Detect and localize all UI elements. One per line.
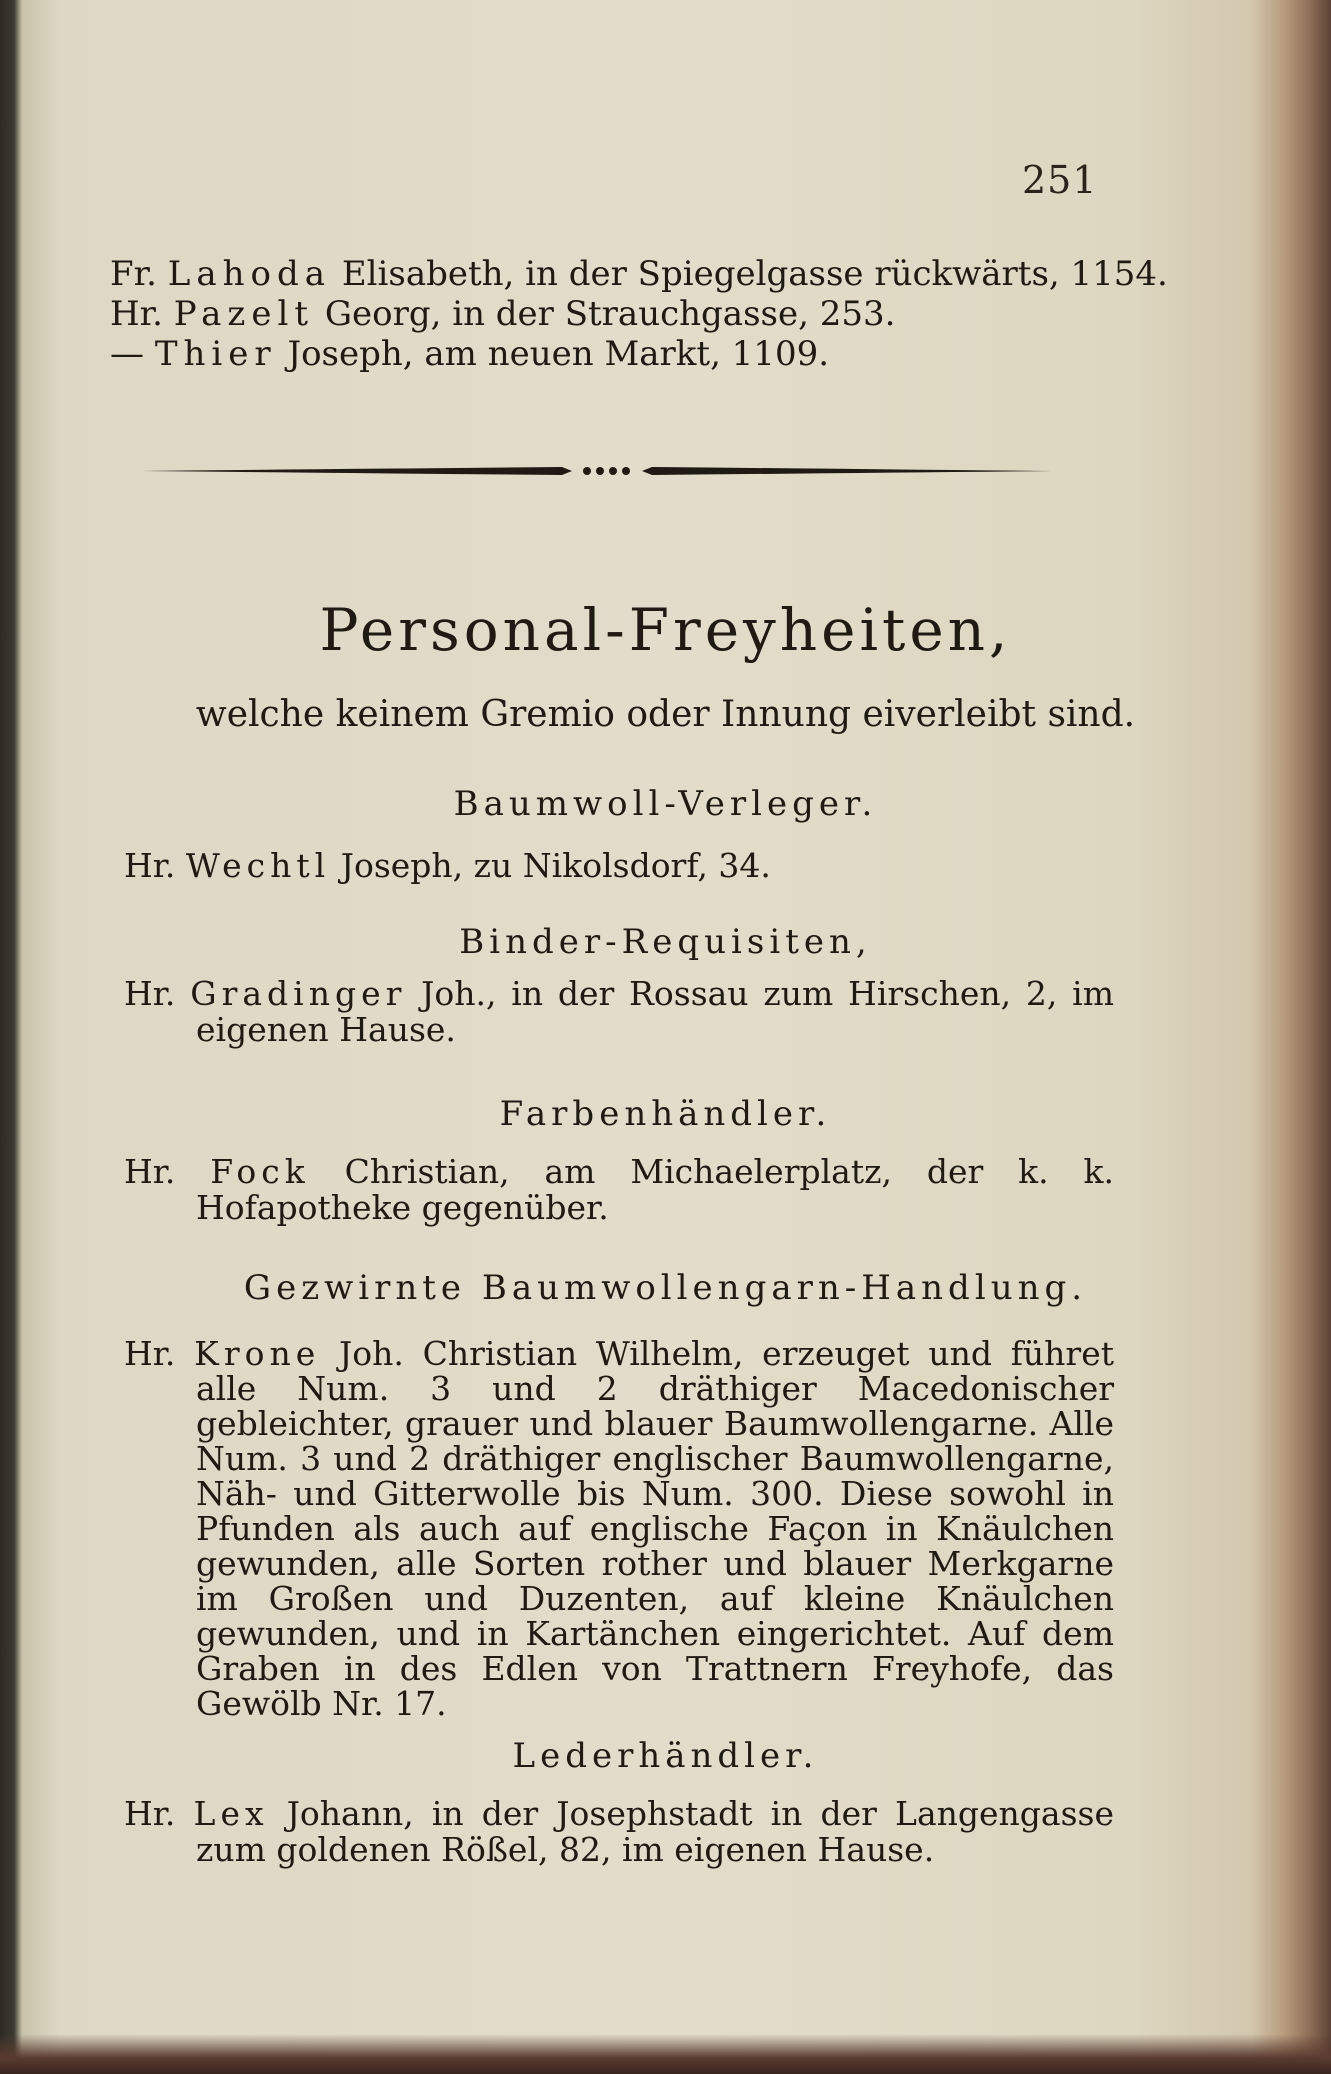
page-number: 251 xyxy=(1022,158,1098,202)
entry-name: Thier xyxy=(154,334,277,374)
section-heading: Lederhändler. xyxy=(512,1736,819,1776)
list-item: Hr. Gradinger Joh., in der Rossau zum Hirschen, 2, im eigenen Hause. xyxy=(124,974,1114,1049)
page-title: Personal-Freyheiten, xyxy=(319,596,1012,664)
entry-name: Pazelt xyxy=(173,294,314,334)
list-item: Hr. Pazelt Georg, in der Strauchgasse, 253. xyxy=(110,294,896,334)
list-item: Hr. Fock Christian, am Michaelerplatz, der k. k. Hofapotheke gegenüber. xyxy=(124,1152,1114,1227)
entry-name: Gradinger xyxy=(190,974,407,1013)
section-heading: Baumwoll-Verleger. xyxy=(453,784,878,824)
entry-name: Krone xyxy=(194,1334,321,1373)
section-heading: Gezwirnte Baumwollengarn-Handlung. xyxy=(243,1268,1088,1308)
section-heading: Farbenhändler. xyxy=(499,1094,832,1134)
entry-name: Fock xyxy=(210,1152,310,1191)
page-subtitle: welche keinem Gremio oder Innung eiverleibt sind. xyxy=(195,694,1136,735)
list-item: — Thier Joseph, am neuen Markt, 1109. xyxy=(110,334,830,374)
list-item: Fr. Lahoda Elisabeth, in der Spiegelgasse rückwärts, 1154. xyxy=(110,254,1168,294)
list-item: Hr. Wechtl Joseph, zu Nikolsdorf, 34. xyxy=(124,846,771,885)
section-heading: Binder-Requisiten, xyxy=(459,922,872,962)
entry-name: Wechtl xyxy=(185,846,331,885)
entry-name: Lex xyxy=(193,1794,269,1833)
list-item: Hr. Krone Joh. Christian Wilhelm, erzeuget und führet alle Num. 3 und 2 dräthiger Macedonischer gebleichter, grauer und blauer Baumwollengarne. Alle Num. 3 und 2 dräthiger englischer Baumwollengarne, Näh- und Gitterwolle bis Num. 300. Diese sowohl in Pfunden als auch auf englische Façon in Knäulchen gewunden, alle Sorten rother und blauer Merkgarne im Großen und Duzenten, auf kleine Knäulchen gewunden, und in Kartänchen eingerichtet. Auf dem Graben in des Edlen von Trattnern Freyhofe, das Gewölb Nr. 17. xyxy=(124,1334,1114,1723)
list-item: Hr. Lex Johann, in der Josephstadt in der Langengasse zum goldenen Rößel, 82, im eigenen Hause. xyxy=(124,1794,1114,1869)
ornamental-divider xyxy=(142,460,1052,482)
entry-name: Lahoda xyxy=(167,254,331,294)
